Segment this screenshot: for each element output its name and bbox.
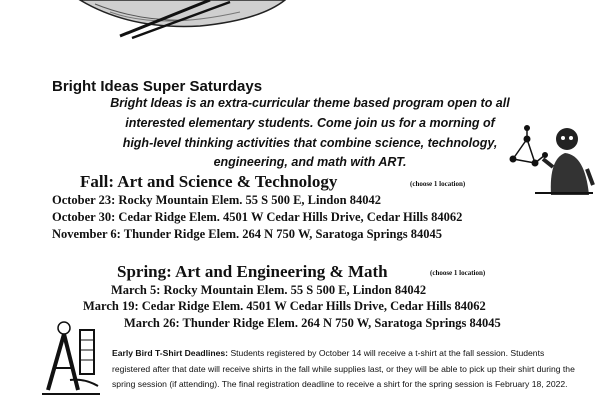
spring-session-2: March 19: Cedar Ridge Elem. 4501 W Cedar Hills Drive, Cedar Hills 84062 [83, 299, 486, 313]
tshirt-deadline-text: Students registered by October 14 will receive a t-shirt at the fall session. Students registered after that date will receive shirts in the fall while supplies last, or they will be able to pick up their shirt during the spring session (if attending). The final registration deadline to receive a shirt for the spring session is February 18, 2022. [112, 348, 575, 389]
fall-choose-note: (choose 1 location) [410, 180, 466, 188]
intro-line-4: engineering, and math with ART. [213, 155, 407, 169]
intro-line-3: high-level thinking activities that combine science, technology, [122, 136, 498, 150]
intro-line-2: interested elementary students. Come join us for a morning of [125, 116, 495, 130]
fall-session-1: October 23: Rocky Mountain Elem. 55 S 500 E, Lindon 84042 [52, 193, 381, 207]
spring-heading: Spring: Art and Engineering & Math [117, 262, 388, 281]
tshirt-deadline-paragraph [112, 346, 582, 393]
spring-choose-note: (choose 1 location) [430, 269, 486, 277]
intro-line-1: Bright Ideas is an extra-curricular theme based program open to all [110, 96, 510, 110]
spring-session-3: March 26: Thunder Ridge Elem. 264 N 750 W, Saratoga Springs 84045 [124, 316, 501, 330]
compass-clipart-image [40, 320, 104, 400]
fall-session-2: October 30: Cedar Ridge Elem. 4501 W Cedar Hills Drive, Cedar Hills 84062 [52, 210, 463, 224]
page-title: Bright Ideas Super Saturdays [52, 78, 263, 95]
scientist-clipart-image [505, 125, 595, 197]
top-clipart-image [70, 0, 310, 40]
fall-heading: Fall: Art and Science & Technology [80, 172, 338, 191]
tshirt-deadline-label: Early Bird T-Shirt Deadlines: [112, 348, 229, 358]
fall-session-3: November 6: Thunder Ridge Elem. 264 N 750 W, Saratoga Springs 84045 [52, 227, 442, 241]
spring-session-1: March 5: Rocky Mountain Elem. 55 S 500 E, Lindon 84042 [111, 283, 427, 297]
